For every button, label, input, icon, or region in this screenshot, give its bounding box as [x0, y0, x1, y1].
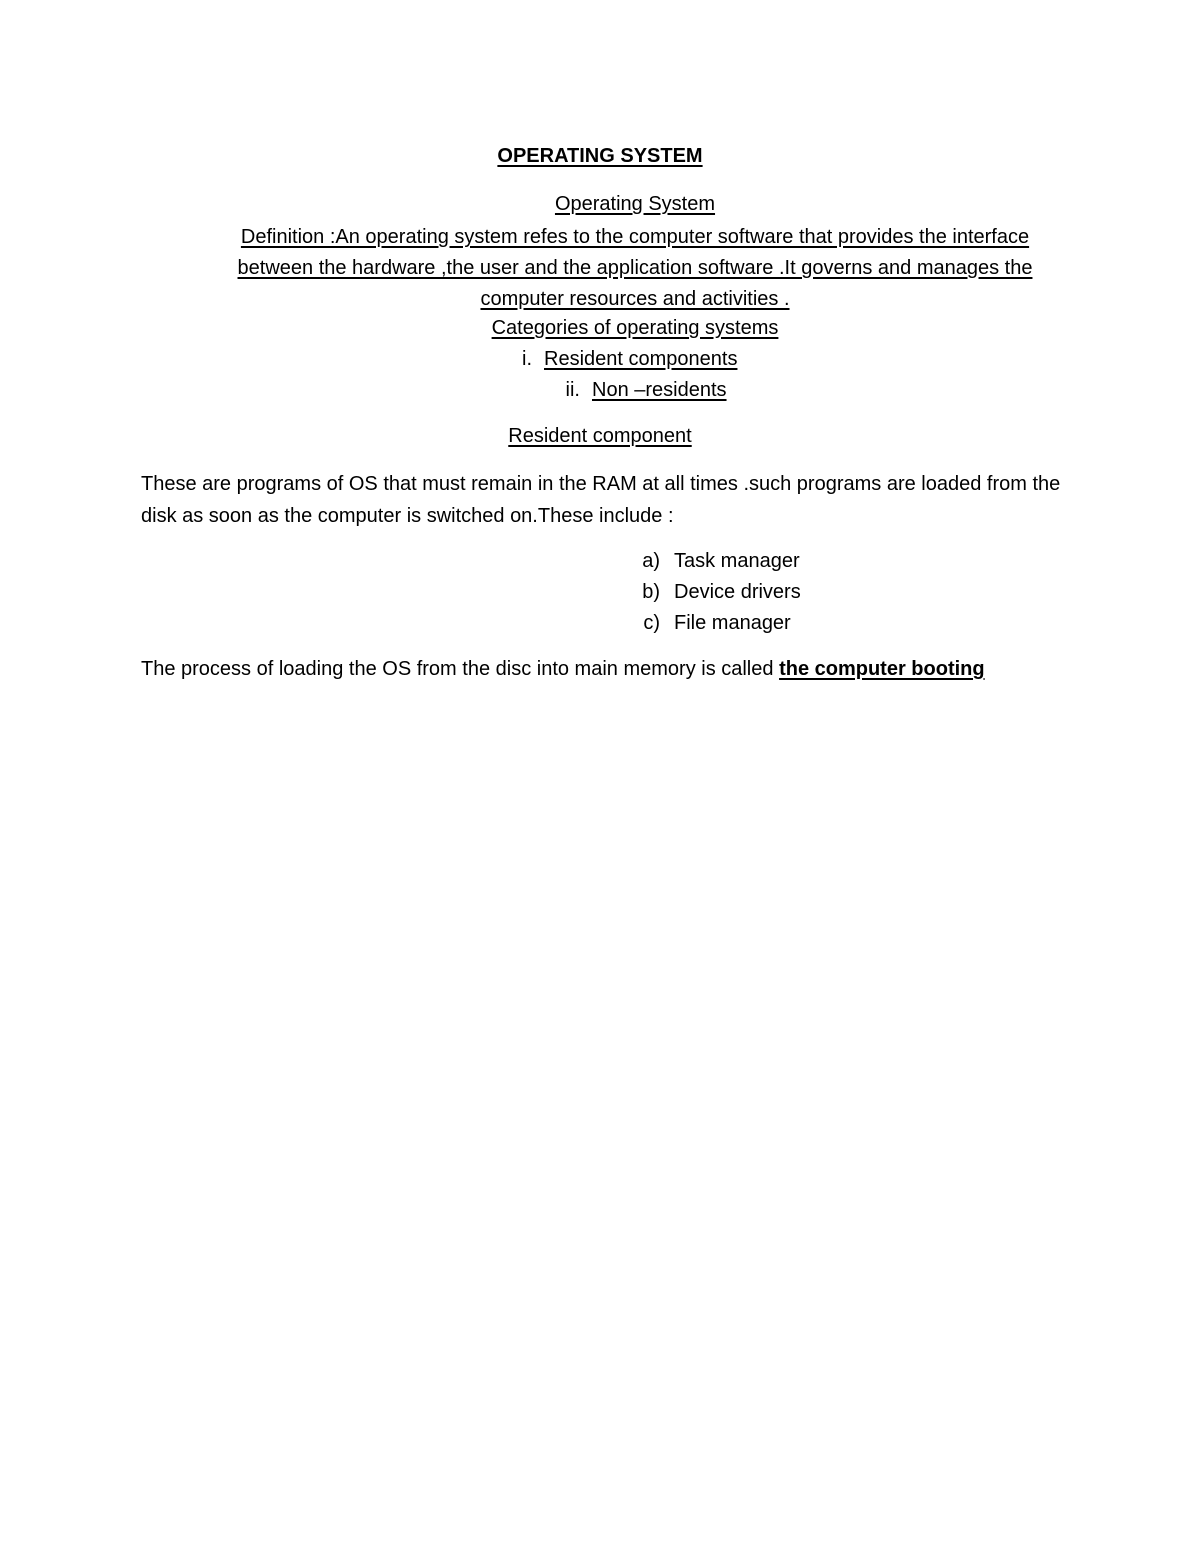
categories-heading: Categories of operating systems [491, 317, 779, 339]
list-label: Device drivers [674, 581, 801, 603]
list-marker: b) [642, 581, 660, 603]
list-label: Task manager [674, 550, 800, 572]
category-label: Resident components [544, 348, 738, 370]
resident-heading: Resident component [508, 425, 692, 447]
definition-paragraph: Definition :An operating system refes to the computer software that provides the interface between the hardware ,the user and the application software .It governs and manages the computer resources and activities . [237, 226, 1033, 310]
booting-paragraph [141, 656, 1101, 682]
list-marker: c) [643, 612, 660, 634]
list-item [620, 548, 800, 574]
booting-sentence: The process of loading the OS from the disc into main memory is called [141, 658, 774, 680]
list-item [620, 579, 801, 605]
category-item [492, 346, 737, 372]
category-marker: i. [522, 348, 532, 370]
resident-paragraph: These are programs of OS that must remain in the RAM at all times .such programs are loaded from the disk as soon as the computer is switched on.These include : [141, 473, 1061, 527]
list-item [620, 610, 791, 636]
category-label: Non –residents [592, 379, 727, 401]
category-item [540, 377, 727, 403]
booting-term: the computer booting [779, 658, 985, 680]
document-title: OPERATING SYSTEM [497, 145, 703, 167]
list-label: File manager [674, 612, 791, 634]
list-marker: a) [642, 550, 660, 572]
category-marker: ii. [565, 379, 580, 401]
document-subtitle: Operating System [554, 193, 716, 215]
